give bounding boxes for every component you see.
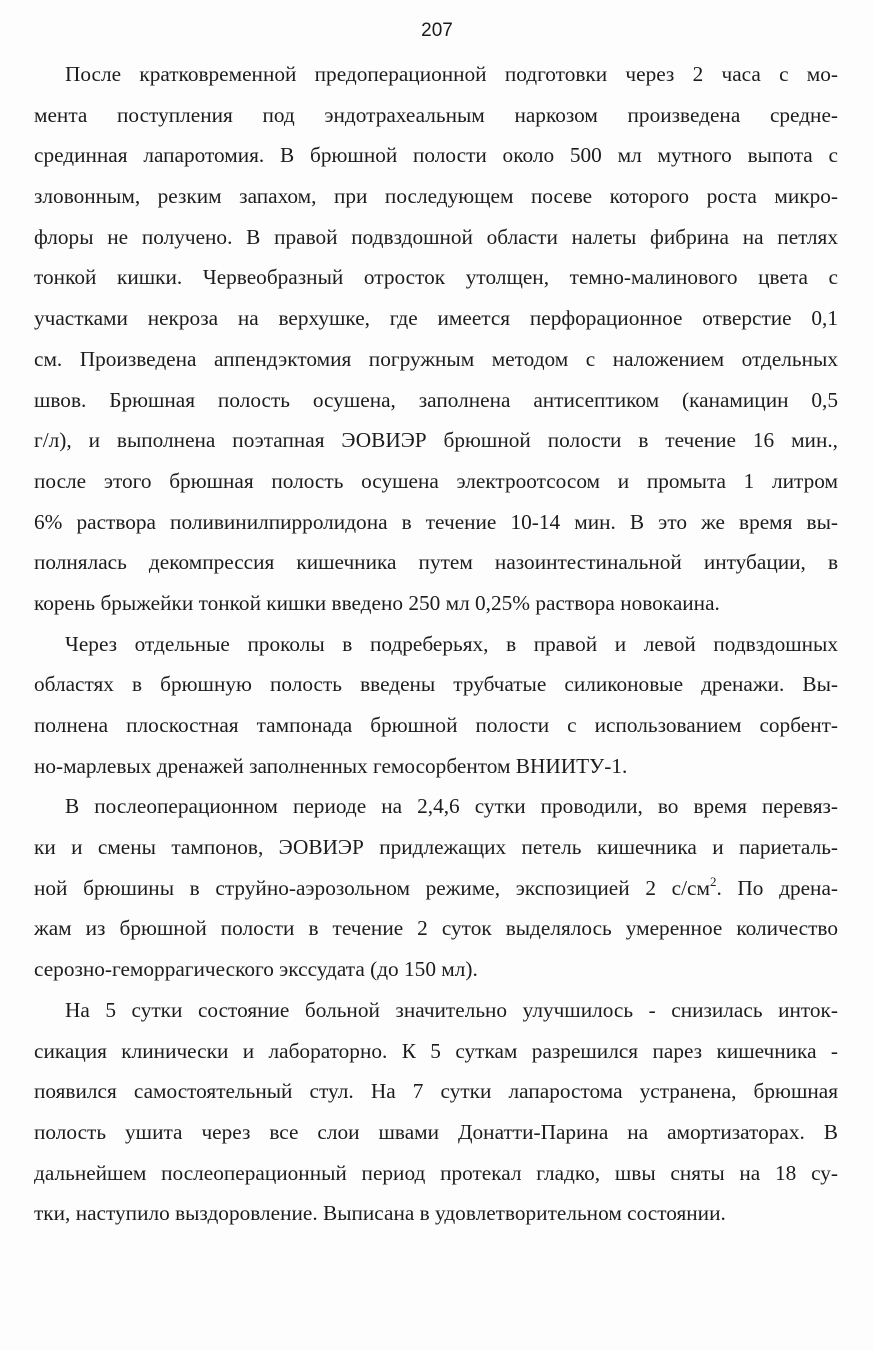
text-line: корень брыжейки тонкой кишки введено 250 мл 0,25% раствора новокаина. (34, 590, 720, 615)
text-line: дальнейшем послеоперационный период протекал гладко, швы сняты на 18 су- (34, 1160, 838, 1185)
paragraph-4 (34, 990, 838, 1234)
text-line: мента поступления под эндотрахеальным наркозом произведена средне- (34, 102, 838, 127)
document-body (34, 54, 838, 1234)
text-line: после этого брюшная полость осушена электроотсосом и промыта 1 литром (34, 468, 838, 493)
text-line: На 5 сутки состояние больной значительно улучшилось - снизилась инток- (65, 997, 838, 1022)
text-line: швов. Брюшная полость осушена, заполнена антисептиком (канамицин 0,5 (34, 387, 838, 412)
text-line: ки и смены тампонов, ЭОВИЭР придлежащих петель кишечника и париеталь- (34, 835, 838, 860)
text-line: серозно-геморрагического экссудата (до 150 мл). (34, 957, 478, 982)
text-line: тки, наступило выздоровление. Выписана в удовлетворительном состоянии. (34, 1201, 726, 1226)
text-line: тонкой кишки. Червеобразный отросток утолщен, темно-малинового цвета с (34, 265, 838, 290)
text-line: появился самостоятельный стул. На 7 сутки лапаростома устранена, брюшная (34, 1079, 838, 1104)
text-line: зловонным, резким запахом, при последующем посеве которого роста микро- (34, 184, 838, 209)
text-line: флоры не получено. В правой подвздошной области налеты фибрина на петлях (34, 224, 838, 249)
text-line: Через отдельные проколы в подреберьях, в правой и левой подвздошных (65, 631, 838, 656)
paragraph-1 (34, 54, 838, 624)
paragraph-3 (34, 786, 838, 989)
text-line: участками некроза на верхушке, где имеется перфорационное отверстие 0,1 (34, 306, 838, 331)
text-line: После кратковременной предоперационной подготовки через 2 часа с мо- (65, 62, 838, 86)
text-line: полнена плоскостная тампонада брюшной полости с использованием сорбент- (34, 713, 838, 737)
text-line: В послеоперационном периоде на 2,4,6 сутки проводили, во время перевяз- (65, 794, 838, 819)
text-segment: . По дрена- (716, 875, 838, 900)
text-line: г/л), и выполнена поэтапная ЭОВИЭР брюшной полости в течение 16 мин., (34, 428, 838, 453)
text-line: 6% раствора поливинилпирролидона в течение 10-14 мин. В это же время вы- (34, 509, 838, 534)
text-line: см. Произведена аппендэктомия погружным методом с наложением отдельных (34, 346, 838, 371)
text-line: полость ушита через все слои швами Донатти-Парина на амортизаторах. В (34, 1119, 838, 1144)
page-number: 207 (421, 20, 453, 41)
text-line: областях в брюшную полость введены трубчатые силиконовые дренажи. Вы- (34, 672, 838, 697)
text-line: срединная лапаротомия. В брюшной полости около 500 мл мутного выпота с (34, 143, 838, 168)
text-line: сикация клинически и лабораторно. К 5 суткам разрешился парез кишечника - (34, 1038, 838, 1063)
text-line: полнялась декомпрессия кишечника путем назоинтестинальной интубации, в (34, 550, 838, 575)
text-line-with-superscript (34, 868, 838, 909)
text-line: но-марлевых дренажей заполненных гемосорбентом ВНИИТУ-1. (34, 753, 628, 778)
text-line: жам из брюшной полости в течение 2 суток выделялось умеренное количество (34, 916, 838, 941)
paragraph-2 (34, 624, 838, 787)
text-segment: ной брюшины в струйно-аэрозольном режиме, экспозицией 2 с/см (34, 875, 710, 900)
superscript: 2 (709, 873, 717, 889)
